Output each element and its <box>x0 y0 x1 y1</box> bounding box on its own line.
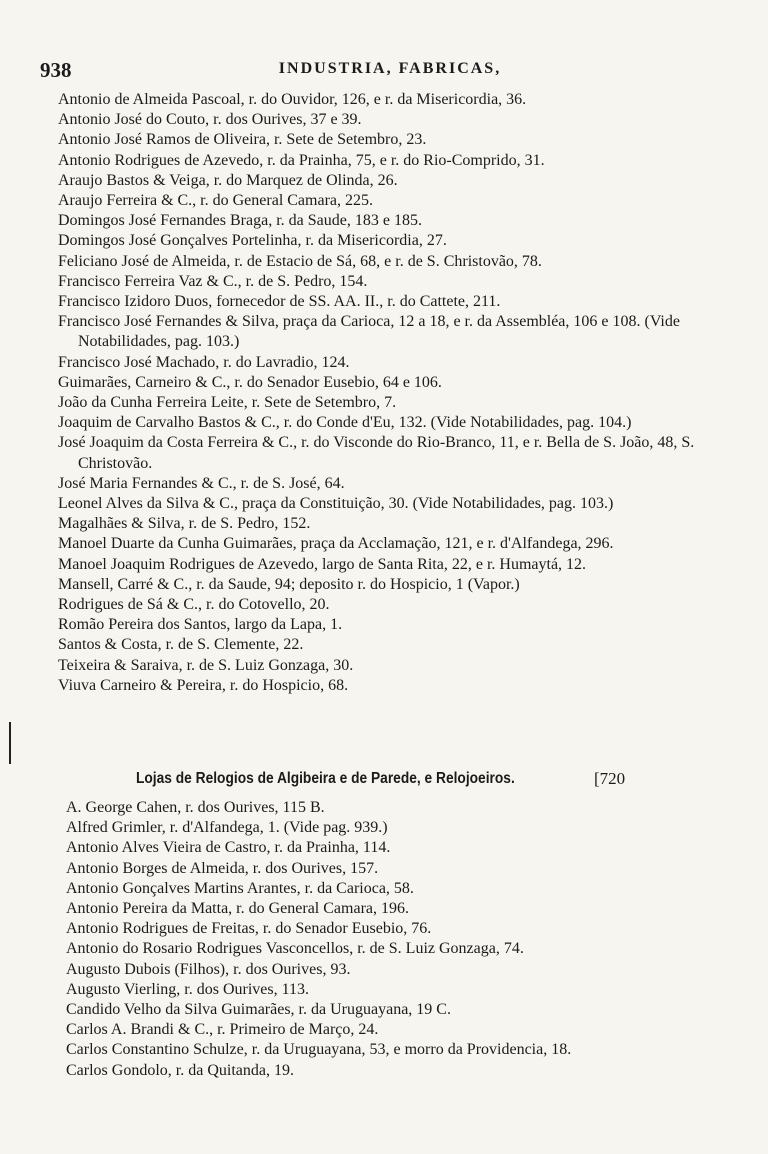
section-code: [720 <box>594 769 626 788</box>
section-heading <box>60 770 720 792</box>
list-item: Antonio Gonçalves Martins Arantes, r. da Carioca, 58. <box>66 879 414 897</box>
list-item: Manoel Joaquim Rodrigues de Azevedo, largo de Santa Rita, 22, e r. Humaytá, 12. <box>58 555 587 573</box>
list-item: Antonio Borges de Almeida, r. dos Ourives, 157. <box>66 859 379 877</box>
list-item: Francisco Ferreira Vaz & C., r. de S. Pedro, 154. <box>58 272 368 290</box>
list-item: Antonio Pereira da Matta, r. do General Camara, 196. <box>66 900 409 918</box>
list-item: A. George Cahen, r. dos Ourives, 115 B. <box>66 799 325 816</box>
list-item: Carlos A. Brandi & C., r. Primeiro de Março, 24. <box>66 1021 379 1039</box>
list-item: Antonio José Ramos de Oliveira, r. Sete de Setembro, 23. <box>58 131 427 149</box>
list-item: Antonio José do Couto, r. dos Ourives, 37 e 39. <box>58 111 362 129</box>
list-item: Augusto Vierling, r. dos Ourives, 113. <box>66 980 310 998</box>
list-item: Santos & Costa, r. de S. Clemente, 22. <box>58 636 304 654</box>
list-item: José Joaquim da Costa Ferreira & C., r. do Visconde do Rio-Branco, 11, e r. Bella de S. João, 48, S. Christovão. <box>58 434 695 472</box>
list-item: Domingos José Fernandes Braga, r. da Saude, 183 e 185. <box>58 212 422 230</box>
list-item: Candido Velho da Silva Guimarães, r. da Uruguayana, 19 C. <box>66 1001 451 1019</box>
list-item: Alfred Grimler, r. d'Alfandega, 1. (Vide pag. 939.) <box>66 819 388 837</box>
list-item: Feliciano José de Almeida, r. de Estacio de Sá, 68, e r. de S. Christovão, 78. <box>58 252 542 270</box>
list-item: Augusto Dubois (Filhos), r. dos Ourives, 93. <box>66 960 351 978</box>
list-item: Antonio do Rosario Rodrigues Vasconcellos, r. de S. Luiz Gonzaga, 74. <box>66 940 524 958</box>
entries-list-b <box>66 798 746 1081</box>
list-item: Romão Pereira dos Santos, largo da Lapa, 1. <box>58 616 343 634</box>
list-item: Araujo Ferreira & C., r. do General Camara, 225. <box>58 192 374 210</box>
section-title: Lojas de Relogios de Algibeira e de Parede, e Relojoeiros. <box>136 770 515 787</box>
list-item: Antonio Rodrigues de Azevedo, r. da Prainha, 75, e r. do Rio-Comprido, 31. <box>58 151 545 169</box>
list-item: Carlos Gondolo, r. da Quitanda, 19. <box>66 1061 294 1079</box>
list-item: Rodrigues de Sá & C., r. do Cotovello, 20. <box>58 596 330 614</box>
list-item: Antonio Alves Vieira de Castro, r. da Prainha, 114. <box>66 839 391 857</box>
list-item: Carlos Constantino Schulze, r. da Uruguayana, 53, e morro da Providencia, 18. <box>66 1041 572 1059</box>
list-item: João da Cunha Ferreira Leite, r. Sete de Setembro, 7. <box>58 394 397 412</box>
list-item: Antonio Rodrigues de Freitas, r. do Senador Eusebio, 76. <box>66 920 432 938</box>
list-item: Manoel Duarte da Cunha Guimarães, praça da Acclamação, 121, e r. d'Alfandega, 296. <box>58 535 614 553</box>
page-header <box>40 58 740 84</box>
list-item: Teixeira & Saraiva, r. de S. Luiz Gonzaga, 30. <box>58 656 354 674</box>
list-item: Guimarães, Carneiro & C., r. do Senador Eusebio, 64 e 106. <box>58 373 442 391</box>
list-item: Domingos José Gonçalves Portelinha, r. da Misericordia, 27. <box>58 232 447 250</box>
list-item: José Maria Fernandes & C., r. de S. José, 64. <box>58 474 345 492</box>
running-title: INDUSTRIA, FABRICAS, <box>278 60 502 77</box>
margin-rule <box>9 722 11 764</box>
page-number: 938 <box>40 58 72 82</box>
list-item: Mansell, Carré & C., r. da Saude, 94; deposito r. do Hospicio, 1 (Vapor.) <box>58 575 520 593</box>
list-item: Francisco José Fernandes & Silva, praça da Carioca, 12 a 18, e r. da Assembléa, 106 e 108. (Vide Notabilidades, pag. 103.) <box>58 313 680 351</box>
list-item: Francisco Izidoro Duos, fornecedor de SS. AA. II., r. do Cattete, 211. <box>58 293 501 311</box>
list-item: Araujo Bastos & Veiga, r. do Marquez de Olinda, 26. <box>58 171 398 189</box>
list-item: Antonio de Almeida Pascoal, r. do Ouvidor, 126, e r. da Misericordia, 36. <box>58 91 527 108</box>
list-item: Viuva Carneiro & Pereira, r. do Hospicio, 68. <box>58 676 349 694</box>
list-item: Leonel Alves da Silva & C., praça da Constituição, 30. (Vide Notabilidades, pag. 103.) <box>58 495 614 513</box>
list-item: Magalhães & Silva, r. de S. Pedro, 152. <box>58 515 311 533</box>
entries-list-a <box>58 90 748 696</box>
list-item: Joaquim de Carvalho Bastos & C., r. do Conde d'Eu, 132. (Vide Notabilidades, pag. 104.) <box>58 414 632 432</box>
list-item: Francisco José Machado, r. do Lavradio, 124. <box>58 353 350 371</box>
